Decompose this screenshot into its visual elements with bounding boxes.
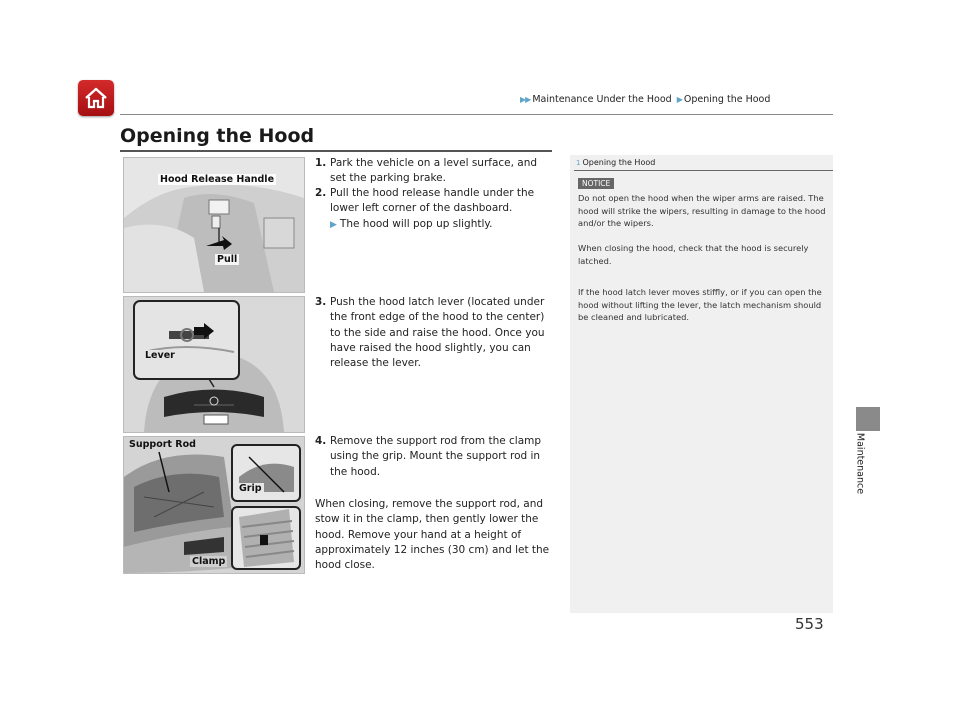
breadcrumb-page: Opening the Hood bbox=[683, 94, 771, 105]
note-paragraph-wipers: Do not open the hood when the wiper arms are raised. The hood will strike the wipers, resulting in damage to the hood and/or the wipers. bbox=[578, 193, 826, 228]
page-title: Opening the Hood bbox=[120, 125, 315, 147]
step-1-text: Park the vehicle on a level surface, and set the parking brake. bbox=[330, 157, 538, 185]
step-3-number: 3. bbox=[315, 296, 327, 308]
home-icon bbox=[83, 85, 109, 111]
label-grip: Grip bbox=[239, 483, 262, 494]
vehicle-front-illustration bbox=[124, 297, 304, 432]
label-hood-release-handle: Hood Release Handle bbox=[160, 174, 275, 185]
figure-hood-release bbox=[123, 157, 305, 293]
step-2-result bbox=[330, 217, 555, 233]
step-2-result-text: The hood will pop up slightly. bbox=[339, 217, 493, 230]
label-clamp: Clamp bbox=[192, 556, 226, 567]
note-panel bbox=[570, 155, 833, 613]
page-number: 553 bbox=[795, 615, 824, 633]
label-lever: Lever bbox=[145, 350, 175, 361]
result-arrow-icon: ▶ bbox=[330, 219, 337, 230]
closing-instructions: When closing, remove the support rod, and stow it in the clamp, then gently lower the hood. Remove your hand at a height of approximately 12 inches (30 cm) and let the hood close. bbox=[315, 498, 550, 572]
title-divider bbox=[120, 150, 552, 152]
step-2-text: Pull the hood release handle under the lower left corner of the dashboard. bbox=[330, 187, 535, 215]
reference-marker-icon: 1 bbox=[576, 159, 581, 167]
notice-badge: NOTICE bbox=[578, 178, 614, 189]
step-3 bbox=[315, 295, 555, 371]
step-4-text: Remove the support rod from the clamp using the grip. Mount the support rod in the hood. bbox=[330, 435, 542, 478]
step-2 bbox=[315, 186, 555, 233]
engine-bay-illustration bbox=[124, 437, 304, 573]
note-heading bbox=[576, 158, 655, 167]
note-paragraph-latched: When closing the hood, check that the hood is securely latched. bbox=[578, 243, 809, 266]
step-3-text: Push the hood latch lever (located under the front edge of the hood to the center) to the side and raise the hood. Once you have raised the hood slightly, you can release the lever. bbox=[330, 296, 545, 370]
header-divider bbox=[120, 114, 833, 115]
note-heading-text: Opening the Hood bbox=[582, 158, 656, 167]
step-1-number: 1. bbox=[315, 157, 327, 169]
figure-hood-latch-lever bbox=[123, 296, 305, 433]
step-1 bbox=[315, 156, 555, 187]
section-tab-label: Maintenance bbox=[854, 432, 866, 495]
home-button[interactable] bbox=[78, 80, 114, 116]
label-support-rod: Support Rod bbox=[129, 439, 196, 450]
breadcrumb: ▶▶ Maintenance Under the Hood ▶ Opening the Hood bbox=[520, 94, 771, 105]
note-divider bbox=[574, 170, 833, 171]
figure-support-rod bbox=[123, 436, 305, 574]
step-2-number: 2. bbox=[315, 187, 327, 199]
step-4-number: 4. bbox=[315, 435, 327, 447]
note-paragraph-lubricate: If the hood latch lever moves stiffly, or if you can open the hood without lifting the lever, the latch mechanism should be cleaned and lubricated. bbox=[578, 287, 822, 322]
step-4 bbox=[315, 434, 555, 480]
breadcrumb-section[interactable]: Maintenance Under the Hood bbox=[532, 94, 672, 105]
label-pull: Pull bbox=[217, 254, 238, 265]
